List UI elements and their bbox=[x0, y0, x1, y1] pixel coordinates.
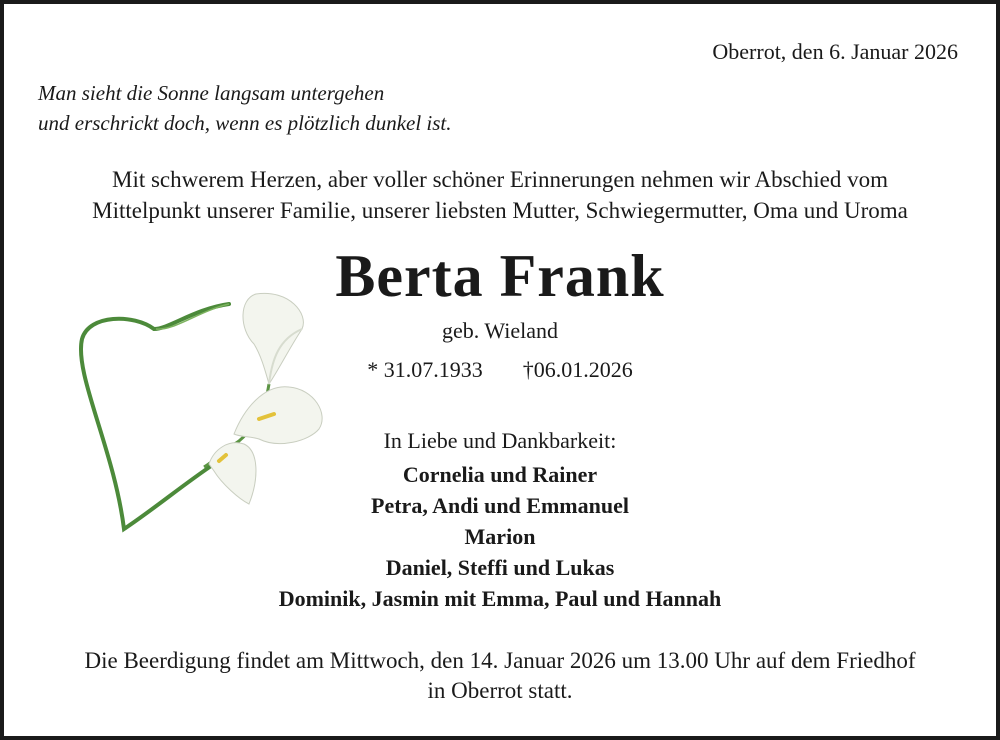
motto-line-1: Man sieht die Sonne langsam untergehen bbox=[38, 81, 385, 105]
heart-calla-lily-icon bbox=[74, 289, 334, 539]
mourner-name: Dominik, Jasmin mit Emma, Paul und Hannah bbox=[278, 586, 722, 611]
motto-quote bbox=[38, 78, 452, 138]
mourner-name: Marion bbox=[464, 524, 536, 549]
mourners-heading: In Liebe und Dankbarkeit: bbox=[383, 428, 617, 453]
motto-line-2: und erschrickt doch, wenn es plötzlich dunkel ist. bbox=[38, 111, 452, 135]
intro-line-1: Mit schwerem Herzen, aber voller schöner Erinnerungen nehmen wir Abschied vom bbox=[112, 167, 888, 192]
intro-line-2: Mittelpunkt unserer Familie, unserer liebsten Mutter, Schwiegermutter, Oma und Uroma bbox=[92, 198, 908, 223]
birth-name: geb. Wieland bbox=[441, 318, 558, 343]
mourner-name: Cornelia und Rainer bbox=[402, 462, 598, 487]
funeral-info bbox=[4, 646, 996, 706]
funeral-line-1: Die Beerdigung findet am Mittwoch, den 14. Januar 2026 um 13.00 Uhr auf dem Friedhof bbox=[84, 648, 916, 673]
death-date: †06.01.2026 bbox=[522, 357, 633, 382]
mourner-name: Petra, Andi und Emmanuel bbox=[371, 493, 629, 518]
funeral-line-2: in Oberrot statt. bbox=[427, 678, 573, 703]
mourner-name: Daniel, Steffi und Lukas bbox=[385, 555, 615, 580]
deceased-name: Berta Frank bbox=[335, 243, 665, 309]
date-line: Oberrot, den 6. Januar 2026 bbox=[712, 39, 958, 64]
birth-date: * 31.07.1933 bbox=[367, 357, 483, 382]
intro-text bbox=[4, 164, 996, 226]
